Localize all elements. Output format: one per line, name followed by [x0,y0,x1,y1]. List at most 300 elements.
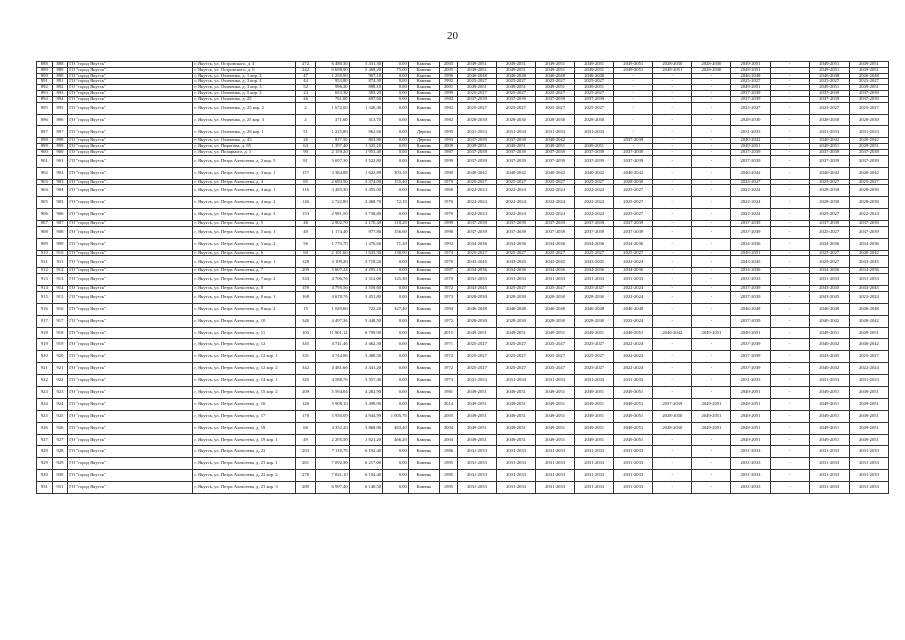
cell-period: - [692,126,731,138]
cell-period: 2046-2048 [536,73,575,79]
cell-n1: 909 [37,238,53,250]
cell-v4: 466,20 [383,434,409,446]
cell-v4: 0,00 [383,315,409,327]
cell-org: ГО "город Якутск" [68,155,193,167]
cell-period: 2022-2024 [575,185,614,197]
cell-period: 2040-2042 [496,167,535,179]
cell-v2: 7 118,70 [316,446,349,458]
cell-org: ГО "город Якутск" [68,286,193,292]
cell-org: ГО "город Якутск" [68,375,193,387]
cell-v4: 0,00 [383,458,409,470]
cell-mat: Камень [408,197,439,209]
cell-period: 2049-2051 [731,250,770,256]
cell-mat: Камень [408,470,439,482]
cell-period: 2037-2039 [496,226,535,238]
cell-period: 2025-2027 [457,102,496,114]
cell-period: 2025-2027 [809,102,849,114]
cell-addr: г. Якутск, ул. Петра Алексеева, д. 10 [193,315,296,327]
cell-v4: 0,00 [383,339,409,351]
cell-period: 2037-2039 [575,226,614,238]
cell-period: 2040-2042 [731,167,770,179]
cell-year: 1970 [440,197,458,209]
cell-period: 2043-2045 [849,256,888,268]
cell-period: 2031-2033 [496,482,535,494]
cell-period: 2049-2051 [457,398,496,410]
cell-period: 2049-2051 [809,85,849,91]
cell-v2: 2 902,70 [316,221,349,227]
cell-mat: Камень [408,226,439,238]
cell-period: 2031-2033 [575,446,614,458]
cell-n1: 898 [37,138,53,144]
cell-n1: 923 [37,387,53,399]
cell-org: ГО "город Якутск" [68,268,193,274]
cell-v3: 6 799,90 [349,327,382,339]
cell-period: - [770,155,809,167]
cell-period: 2025-2027 [614,185,653,197]
cell-period: 2037-2039 [731,363,770,375]
cell-n2: 910 [52,250,68,256]
cell-org: ГО "город Якутск" [68,315,193,327]
cell-period: 2049-2051 [457,410,496,422]
cell-period: - [653,315,692,327]
cell-period: - [770,446,809,458]
cell-mat: Дерево [408,126,439,138]
cell-period: 2040-2042 [849,339,888,351]
cell-addr: г. Якутск, ул. Петра Алексеева, д. 12 [193,339,296,351]
cell-n1: 919 [37,339,53,351]
cell-period: - [692,470,731,482]
cell-n1: 913 [37,274,53,286]
cell-year: 1982 [440,114,458,126]
cell-v1: 64 [296,144,316,150]
cell-period: 2049-2051 [496,67,535,73]
cell-period: 2049-2051 [575,434,614,446]
cell-period: - [770,179,809,185]
cell-n1: 907 [37,221,53,227]
cell-period: - [614,73,653,79]
cell-period: 2022-2024 [849,363,888,375]
cell-period: - [770,422,809,434]
cell-period: 2034-2036 [457,268,496,274]
cell-org: ГО "город Якутск" [68,238,193,250]
cell-year: 1992 [440,238,458,250]
cell-period: - [692,315,731,327]
cell-period: - [653,226,692,238]
cell-v2: 4 497,36 [316,315,349,327]
cell-period: - [653,126,692,138]
cell-period: 2031-2033 [575,458,614,470]
cell-period: 2028-2030 [496,315,535,327]
cell-n1: 891 [37,79,53,85]
cell-period: 2031-2033 [731,126,770,138]
cell-period: - [770,327,809,339]
cell-mat: Камень [408,114,439,126]
cell-mat: Камень [408,62,439,68]
cell-period: 2025-2027 [809,256,849,268]
cell-period: 2028-2030 [536,114,575,126]
cell-mat: Камень [408,256,439,268]
table-row [37,339,889,351]
cell-v1: 66 [296,422,316,434]
cell-org: ГО "город Якутск" [68,102,193,114]
cell-n1: 911 [37,256,53,268]
cell-v1: 26 [296,96,316,102]
cell-period: 2022-2024 [614,286,653,292]
cell-mat: Камень [408,375,439,387]
cell-period: - [614,144,653,150]
cell-v2: 4 481,66 [316,363,349,375]
cell-org: ГО "город Якутск" [68,303,193,315]
cell-n2: 919 [52,339,68,351]
cell-period: 2028-2030 [575,315,614,327]
cell-n1: 904 [37,185,53,197]
cell-v4: 0,00 [383,114,409,126]
cell-v3: 5 431,30 [349,62,382,68]
cell-period: 2031-2033 [457,274,496,286]
cell-org: ГО "город Якутск" [68,446,193,458]
cell-addr: г. Якутск, ул. Очиченко, д. 1 кор. 2 [193,73,296,79]
table-row [37,410,889,422]
cell-period: 2037-2039 [575,149,614,155]
cell-period: 2049-2051 [731,85,770,91]
cell-n2: 903 [52,179,68,185]
cell-addr: г. Якутск, ул. Петра Алексеева, д. 5 кор. 2 [193,238,296,250]
cell-period: 2037-2039 [614,221,653,227]
cell-year: 1995 [440,126,458,138]
cell-period: 2025-2027 [496,102,535,114]
cell-v1: 2 [296,114,316,126]
cell-v2: 5 950,69 [316,410,349,422]
cell-n1: 910 [37,250,53,256]
cell-n1: 901 [37,155,53,167]
cell-period: - [770,339,809,351]
cell-v4: 1 005,70 [383,410,409,422]
cell-org: ГО "город Якутск" [68,73,193,79]
cell-v2: 2 101,60 [316,250,349,256]
cell-period: - [653,256,692,268]
cell-period: 2049-2051 [692,398,731,410]
cell-n1: 896 [37,114,53,126]
cell-n1: 899 [37,144,53,150]
cell-period: 2028-2030 [849,114,888,126]
cell-period: 2049-2051 [849,422,888,434]
cell-period: 2022-2024 [614,363,653,375]
cell-n2: 921 [52,363,68,375]
cell-n2: 927 [52,434,68,446]
cell-v3: 313,70 [349,114,382,126]
cell-n1: 893 [37,91,53,97]
cell-v3: 3 448,50 [349,315,382,327]
cell-v4: 75,00 [383,67,409,73]
cell-v3: 967,10 [349,73,382,79]
cell-period: - [770,482,809,494]
cell-v2: 2 295,50 [316,434,349,446]
cell-addr: г. Якутск, ул. Петра Алексеева, д. 12 кор. 2 [193,363,296,375]
cell-period: 2049-2051 [575,62,614,68]
cell-org: ГО "город Якутск" [68,482,193,494]
cell-period: - [770,79,809,85]
cell-period: 2049-2051 [731,387,770,399]
cell-addr: г. Якутск, ул. Очиченко, д. 3 кор. 4 [193,79,296,85]
cell-period: 2037-2039 [575,155,614,167]
cell-v2: 1 174,40 [316,226,349,238]
cell-n1: 894 [37,96,53,102]
cell-period: - [692,339,731,351]
cell-mat: Камень [408,363,439,375]
cell-period: 2046-2048 [731,73,770,79]
cell-v3: 3 451,80 [349,291,382,303]
cell-period: 2040-2042 [536,138,575,144]
cell-mat: Дерево [408,138,439,144]
cell-period: 2034-2036 [731,268,770,274]
cell-period: 2049-2051 [457,387,496,399]
cell-period: 2046-2048 [849,73,888,79]
cell-period: 2049-2051 [496,62,535,68]
cell-period: 2046-2048 [575,303,614,315]
cell-period: 2025-2027 [614,197,653,209]
cell-period: - [653,102,692,114]
cell-period: 2046-2048 [809,303,849,315]
cell-period: 2043-2045 [809,351,849,363]
cell-period: - [692,209,731,221]
cell-period: - [770,144,809,150]
cell-period: 2049-2051 [849,434,888,446]
cell-org: ГО "город Якутск" [68,197,193,209]
cell-period: - [770,209,809,221]
cell-period: 2028-2030 [809,197,849,209]
cell-v4: 303,10 [383,167,409,179]
cell-period: 2049-2051 [536,387,575,399]
cell-period: 2022-2024 [496,197,535,209]
cell-period: - [770,91,809,97]
cell-org: ГО "город Якутск" [68,458,193,470]
cell-n2: 906 [52,209,68,221]
cell-v3: 3 522,80 [349,155,382,167]
cell-n2: 898 [52,138,68,144]
cell-v1: 85 [296,179,316,185]
cell-period: 2037-2039 [457,221,496,227]
cell-v4: 0,00 [383,91,409,97]
table-row [37,126,889,138]
cell-org: ГО "город Якутск" [68,144,193,150]
cell-period: 2049-2051 [457,85,496,91]
table-row [37,226,889,238]
cell-period: - [692,286,731,292]
cell-period: 2034-2036 [457,238,496,250]
cell-period: 2034-2036 [536,238,575,250]
cell-period: 2025-2027 [457,91,496,97]
cell-period: - [653,114,692,126]
cell-v3: 2 718,20 [349,256,382,268]
cell-mat: Камень [408,387,439,399]
cell-n1: 908 [37,226,53,238]
cell-n2: 909 [52,238,68,250]
cell-year: 2009 [440,144,458,150]
cell-period: - [770,67,809,73]
cell-org: ГО "город Якутск" [68,91,193,97]
cell-v1: 60 [296,250,316,256]
cell-period: 2031-2033 [809,446,849,458]
cell-addr: г. Якутск, ул. Петра Алексеева, д. 2 кор. 5 [193,155,296,167]
cell-v1: 26 [296,138,316,144]
cell-period: - [653,387,692,399]
cell-v3: 1 476,60 [349,238,382,250]
cell-n2: 905 [52,197,68,209]
cell-period: 2031-2033 [457,458,496,470]
cell-v2: 2 159,20 [316,149,349,155]
cell-period: - [692,482,731,494]
cell-v2: 1 672,00 [316,102,349,114]
cell-period: 2031-2033 [849,126,888,138]
cell-period: 2049-2051 [809,327,849,339]
cell-period: 2022-2024 [496,209,535,221]
cell-addr: г. Якутск, ул. Петра Алексеева, д. 3 кор. 1 [193,167,296,179]
cell-v1: 272 [296,62,316,68]
cell-period: 2037-2039 [496,138,535,144]
cell-addr: г. Якутск, ул. Очиченко, д. 5 кор. 3 [193,91,296,97]
cell-period: 2025-2027 [536,250,575,256]
cell-period: - [653,149,692,155]
cell-addr: г. Якутск, ул. Петра Алексеева, д. 4 кор. 2 [193,197,296,209]
cell-period: 2049-2051 [731,144,770,150]
cell-period: 2031-2033 [496,470,535,482]
cell-period: - [692,197,731,209]
cell-year: 1987 [440,268,458,274]
cell-period: - [692,102,731,114]
cell-v3: 3 559,60 [349,286,382,292]
cell-period: 2040-2042 [809,363,849,375]
cell-mat: Камень [408,209,439,221]
cell-v4: 0,00 [383,85,409,91]
cell-v1: 342 [296,363,316,375]
cell-n1: 914 [37,286,53,292]
cell-v3: 2 374,00 [349,179,382,185]
cell-n1: 903 [37,179,53,185]
cell-mat: Камень [408,291,439,303]
cell-v4: 0,00 [383,102,409,114]
cell-period: 2049-2051 [614,434,653,446]
cell-org: ГО "город Якутск" [68,363,193,375]
cell-period: - [692,268,731,274]
cell-period: 2025-2027 [614,209,653,221]
cell-org: ГО "город Якутск" [68,67,193,73]
cell-period: - [653,197,692,209]
cell-period: 2049-2051 [809,387,849,399]
cell-n1: 912 [37,268,53,274]
cell-n2: 920 [52,351,68,363]
cell-period: - [653,238,692,250]
cell-addr: г. Якутск, ул. Полярного, д. 1 [193,149,296,155]
cell-year: 1982 [440,96,458,102]
cell-period: 2040-2042 [849,315,888,327]
cell-period: 2031-2033 [536,446,575,458]
cell-period: - [692,351,731,363]
cell-mat: Камень [408,96,439,102]
cell-org: ГО "город Якутск" [68,291,193,303]
cell-period: - [653,434,692,446]
cell-n1: 926 [37,422,53,434]
cell-period: 2034-2036 [614,238,653,250]
cell-period: 2025-2027 [731,79,770,85]
cell-period: 2025-2027 [457,79,496,85]
cell-period: - [692,79,731,85]
cell-period: - [770,286,809,292]
cell-period: 2037-2039 [614,149,653,155]
cell-v2: 4 741,46 [316,339,349,351]
cell-period: - [692,144,731,150]
cell-period: 2028-2030 [653,410,692,422]
cell-n2: 904 [52,185,68,197]
cell-period: 2049-2051 [653,67,692,73]
cell-period: 2031-2033 [496,458,535,470]
cell-period: 2022-2024 [849,291,888,303]
cell-period: 2031-2033 [849,274,888,286]
cell-v2: 6 480,30 [316,62,349,68]
cell-v4: 0,00 [383,149,409,155]
cell-year: 1970 [440,256,458,268]
cell-period: 2028-2030 [575,114,614,126]
cell-period: 2037-2039 [536,226,575,238]
cell-v4: 0,00 [383,363,409,375]
cell-year: 1979 [440,274,458,286]
cell-period: 2025-2027 [496,250,535,256]
cell-period: 2031-2033 [457,126,496,138]
table-row [37,351,889,363]
cell-v2: 5 607,24 [316,268,349,274]
cell-period: 2037-2039 [536,155,575,167]
cell-period: 2037-2039 [496,221,535,227]
cell-period: 2025-2027 [457,250,496,256]
table-row [37,458,889,470]
cell-period: 2037-2039 [536,96,575,102]
cell-period: 2049-2051 [692,410,731,422]
cell-period: - [575,138,614,144]
cell-addr: г. Якутск, ул. Очиченко, д. 43 [193,138,296,144]
cell-period: - [653,79,692,85]
cell-period: 2046-2048 [731,303,770,315]
table-row [37,434,889,446]
cell-period: - [653,73,692,79]
cell-period: 2022-2024 [496,185,535,197]
cell-period: 2028-2030 [809,114,849,126]
cell-period: 2040-2042 [849,250,888,256]
cell-period: 2046-2048 [575,73,614,79]
cell-period: 2037-2039 [457,96,496,102]
cell-v2: 4 706,76 [316,274,349,286]
cell-period: 2049-2051 [575,144,614,150]
cell-period: 2025-2027 [575,250,614,256]
cell-period: - [692,167,731,179]
table-body [37,62,889,494]
cell-period: - [692,149,731,155]
cell-n2: 929 [52,458,68,470]
cell-n2: 923 [52,387,68,399]
cell-n2: 902 [52,167,68,179]
cell-addr: г. Якутск, ул. Очиченко, д. 25 кор. 3 [193,114,296,126]
cell-period: 2037-2039 [731,291,770,303]
cell-v4: 0,00 [383,144,409,150]
cell-n2: 915 [52,291,68,303]
cell-period: 2049-2051 [614,327,653,339]
cell-period: 2049-2051 [496,398,535,410]
cell-period: 2025-2027 [849,102,888,114]
cell-n1: 918 [37,327,53,339]
cell-period: 2025-2027 [536,339,575,351]
cell-period: - [770,268,809,274]
cell-period: 2031-2033 [731,274,770,286]
cell-period: 2037-2039 [614,226,653,238]
cell-period: - [692,375,731,387]
